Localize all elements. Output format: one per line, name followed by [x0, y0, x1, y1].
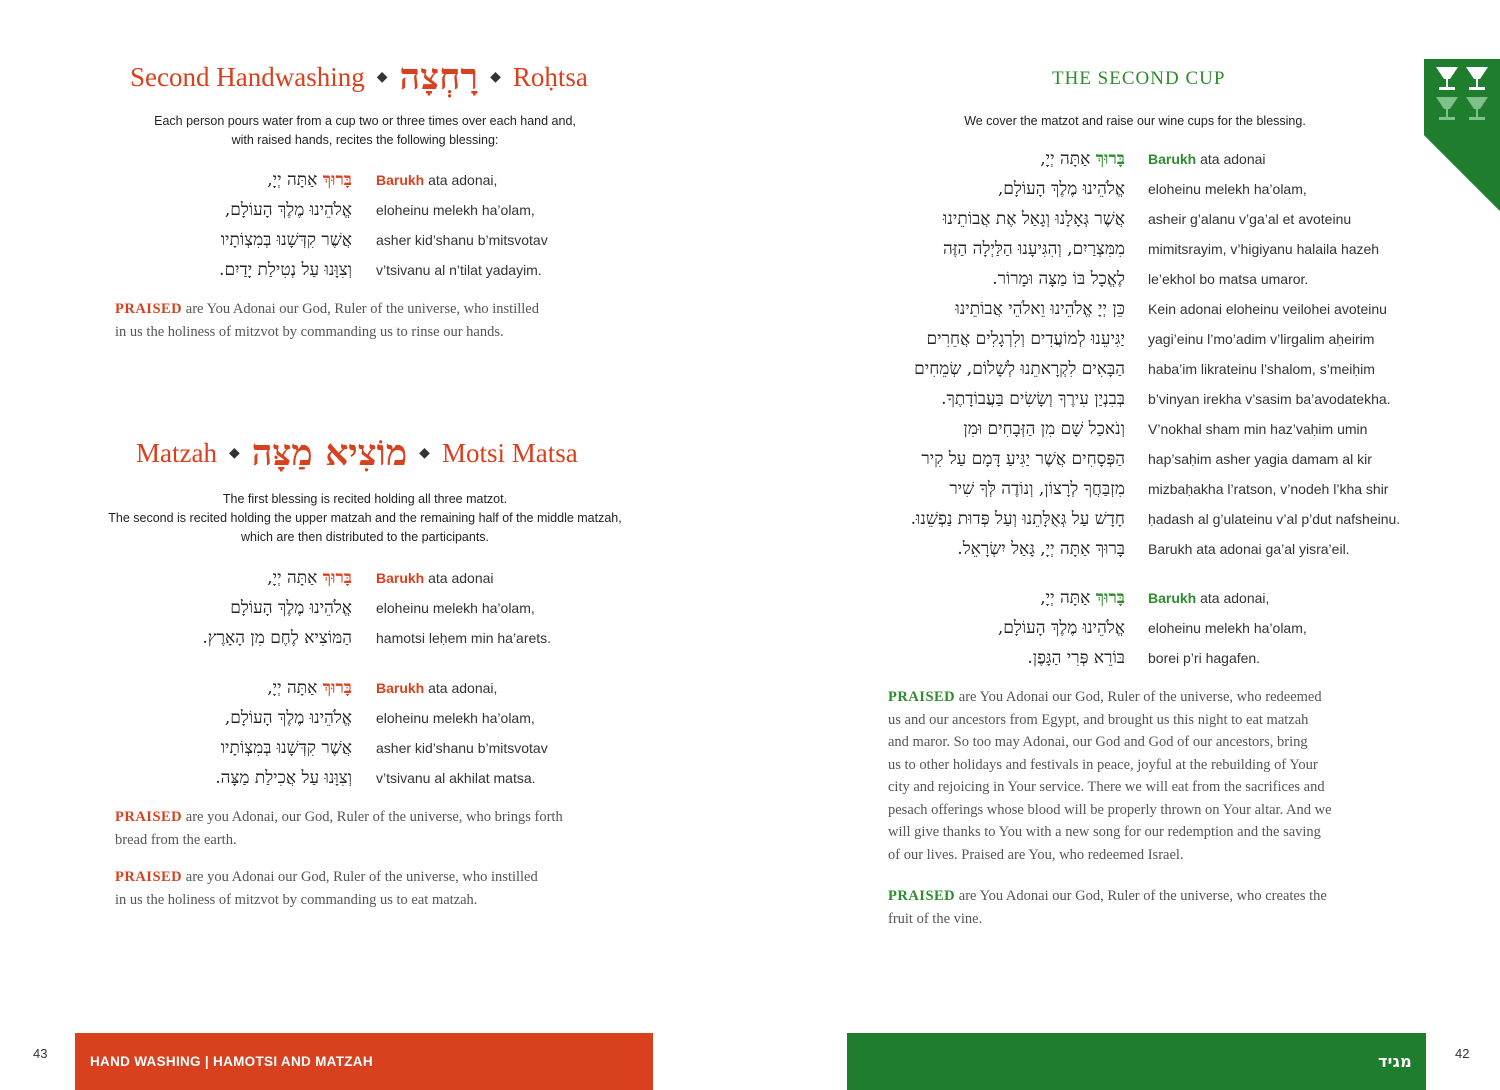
- hebrew-line: הַבָּאִים לִקְרָאתֵנוּ לְשָׁלוֹם, שְׂמֵחִים: [914, 359, 1125, 379]
- praised-text: are You Adonai our God, Ruler of the universe, who redeemed: [955, 689, 1322, 705]
- praised-keyword: PRAISED: [115, 809, 183, 825]
- handwashing-title: [130, 56, 588, 98]
- hebrew-line: [22, 673, 352, 703]
- blessing-line: [750, 474, 1500, 504]
- translit-text: ata adonai: [424, 570, 494, 586]
- hebrew-line: יַגִּיעֵנוּ לְמוֹעֲדִים וְלִרְגָלִים אֲחֵרִים: [926, 329, 1125, 349]
- footer-label: מגיד: [1377, 1052, 1412, 1071]
- instruction-line: Each person pours water from a cup two or three times over each hand and,: [154, 114, 576, 128]
- hebrew-line: אֱלֹהֵינוּ מֶלֶךְ הָעוֹלָם,: [997, 179, 1125, 199]
- translit-keyword: Barukh: [1148, 151, 1197, 167]
- translit-keyword: Barukh: [376, 172, 425, 188]
- blessing-line: [750, 294, 1500, 324]
- translit-line: v’tsivanu al n’tilat yadayim.: [376, 262, 542, 278]
- hebrew-line: אֱלֹהֵינוּ מֶלֶךְ הָעוֹלָם,: [224, 200, 352, 220]
- hebrew-keyword: בָּרוּךְ: [1095, 149, 1125, 169]
- translit-text: ata adonai,: [424, 172, 498, 188]
- translit-line: eloheinu melekh ha’olam,: [376, 202, 535, 218]
- translit-line: hap’saḥim asher yagia damam al kir: [1148, 451, 1372, 467]
- hebrew-line: אֱלֹהֵינוּ מֶלֶךְ הָעוֹלָם,: [997, 618, 1125, 638]
- hebrew-keyword: בָּרוּךְ: [322, 170, 352, 190]
- instruction-line: which are then distributed to the participants.: [240, 530, 490, 544]
- handwashing-title-he: רָחְצָה: [399, 56, 479, 98]
- blessing-line: [0, 225, 750, 255]
- blessing-line: [0, 593, 750, 623]
- hebrew-line: הַמּוֹצִיא לֶחֶם מִן הָאָרֶץ.: [202, 628, 352, 648]
- blessing-line: [750, 414, 1500, 444]
- blessing-line: [750, 264, 1500, 294]
- blessing-line: [0, 673, 750, 703]
- hebrew-line: מִזְבַּחֲךָ לְרָצוֹן, וְנוֹדֶה לְּךָ שִׁיר: [949, 479, 1125, 499]
- hebrew-text: אַתָּה יְיָ,: [1040, 149, 1091, 169]
- praised-text: us to other holidays and festivals in peace, joyful at the rebuilding of Your: [888, 756, 1318, 773]
- translit-line: le’ekhol bo matsa umaror.: [1148, 271, 1309, 287]
- praised-text: us and our ancestors from Egypt, and brought us this night to eat matzah: [888, 711, 1309, 728]
- hebrew-line: כֵּן יְיָ אֱלֹהֵינוּ וֵאלֹהֵי אֲבוֹתֵינוּ: [955, 299, 1125, 319]
- blessing-line: [0, 733, 750, 763]
- blessing-line: [0, 703, 750, 733]
- hebrew-line: לֶאֱכָל בּוֹ מַצָּה וּמָרוֹר.: [992, 269, 1125, 289]
- blessing-line: [750, 234, 1500, 264]
- translit-line: mimitsrayim, v’higiyanu halaila hazeh: [1148, 241, 1380, 257]
- hebrew-line: [795, 583, 1125, 613]
- diamond-icon: ◆: [419, 445, 430, 461]
- blessing-line: [0, 255, 750, 285]
- translit-line: V’nokhal sham min haz’vaḥim umin: [1148, 421, 1368, 437]
- hebrew-line: אֱלֹהֵינוּ מֶלֶךְ הָעוֹלָם,: [224, 708, 352, 728]
- praised-text: in us the holiness of mitzvot by commanding us to rinse our hands.: [115, 323, 504, 340]
- translit-keyword: Barukh: [1148, 590, 1197, 606]
- hebrew-text: אַתָּה יְיָ,: [267, 568, 318, 588]
- wine-praised: [888, 885, 1448, 930]
- matzah-title-he: מוֹצִיא מַצָּה: [251, 432, 408, 474]
- praised-text: city and rejoicing in Your service. There we will eat from the sacrifices and: [888, 779, 1325, 795]
- blessing-line: [750, 144, 1500, 174]
- second-cup-title: THE SECOND CUP: [1052, 68, 1226, 89]
- hamotsi-praised: [115, 806, 655, 851]
- instruction-line: The second is recited holding the upper matzah and the remaining half of the middle matzah,: [108, 511, 622, 525]
- blessing-line: [750, 613, 1500, 643]
- translit-line: [1148, 144, 1266, 174]
- blessing-line: [750, 204, 1500, 234]
- praised-text: are you Adonai our God, Ruler of the universe, who instilled: [182, 869, 538, 885]
- blessing-line: [750, 534, 1500, 564]
- instruction-line: The first blessing is recited holding all three matzot.: [222, 492, 508, 506]
- hebrew-keyword: בָּרוּךְ: [322, 568, 352, 588]
- translit-line: Barukh ata adonai ga’al yisra’eil.: [1148, 541, 1350, 557]
- praised-text: are you Adonai, our God, Ruler of the universe, who brings forth: [182, 809, 563, 825]
- translit-line: eloheinu melekh ha’olam,: [1148, 620, 1307, 636]
- translit-line: Kein adonai eloheinu veilohei avoteinu: [1148, 301, 1387, 317]
- diamond-icon: ◆: [490, 69, 501, 85]
- hebrew-line: אֲשֶׁר גְּאָלָנוּ וְגָאַל אֶת אֲבוֹתֵינוּ: [943, 209, 1125, 229]
- second-cup-instruction: We cover the matzot and raise our wine cups for the blessing.: [964, 114, 1306, 128]
- blessing-line: [750, 354, 1500, 384]
- handwashing-title-translit: Roḥtsa: [512, 61, 588, 92]
- handwashing-title-en: Second Handwashing: [130, 61, 365, 92]
- blessing-line: [750, 444, 1500, 474]
- translit-line: hamotsi leḥem min ha’arets.: [376, 630, 552, 646]
- translit-line: asher kid’shanu b’mitsvotav: [376, 232, 548, 248]
- blessing-line: [0, 195, 750, 225]
- hebrew-line: הַפְּסָחִים אֲשֶׁר יַגִּיעַ דָּמָם עַל קִיר: [921, 449, 1125, 469]
- translit-text: ata adonai: [1196, 151, 1266, 167]
- hebrew-line: חָדָשׁ עַל גְּאֻלָּתֵנוּ וְעַל פְּדוּת נַפְשֵׁנוּ.: [910, 509, 1125, 529]
- translit-line: yagi’einu l’mo’adim v’lirgalim aḥeirim: [1148, 331, 1375, 347]
- blessing-line: [750, 324, 1500, 354]
- hebrew-text: אַתָּה יְיָ,: [267, 170, 318, 190]
- translit-line: [376, 165, 497, 195]
- praised-text: will give thanks to You with a new song for our redemption and the saving: [888, 824, 1321, 840]
- praised-text: in us the holiness of mitzvot by commanding us to eat matzah.: [115, 891, 478, 908]
- translit-line: borei p’ri hagafen.: [1148, 650, 1261, 666]
- blessing-line: [0, 563, 750, 593]
- hebrew-line: בְּבִנְיַן עִירֶךָ וְשָׂשִׂים בַּעֲבוֹדָתֶךָ.: [941, 389, 1125, 409]
- hebrew-keyword: בָּרוּךְ: [1095, 588, 1125, 608]
- matzah-title: [136, 432, 578, 474]
- translit-line: ḥadash al g’ulateinu v’al p’dut nafsheinu.: [1148, 511, 1401, 527]
- praised-text: are You Adonai our God, Ruler of the universe, who creates the: [955, 888, 1327, 904]
- matzah-blessing: [0, 673, 750, 793]
- handwashing-blessing: [0, 165, 750, 285]
- hebrew-line: וְצִוָּנוּ עַל אֲכִילַת מַצָּה.: [215, 768, 352, 788]
- instruction-line: with raised hands, recites the following blessing:: [231, 133, 499, 147]
- hebrew-line: [795, 144, 1125, 174]
- praised-keyword: PRAISED: [888, 689, 956, 705]
- praised-text: and maror. So too may Adonai, our God and God of our ancestors, bring: [888, 734, 1308, 750]
- praised-keyword: PRAISED: [115, 869, 183, 885]
- blessing-line: [750, 504, 1500, 534]
- translit-line: b’vinyan irekha v’sasim ba’avodatekha.: [1148, 391, 1391, 407]
- hebrew-line: וְנֹאכַל שָׁם מִן הַזְּבָחִים וּמִן: [963, 419, 1125, 439]
- translit-line: [376, 673, 497, 703]
- translit-text: ata adonai,: [1196, 590, 1270, 606]
- praised-keyword: PRAISED: [888, 888, 956, 904]
- wine-blessing: [750, 583, 1500, 673]
- redemption-praised: [888, 686, 1448, 866]
- translit-line: eloheinu melekh ha’olam,: [1148, 181, 1307, 197]
- hebrew-text: אַתָּה יְיָ,: [1040, 588, 1091, 608]
- praised-text: of our lives. Praised are You, who redeemed Israel.: [888, 846, 1184, 863]
- translit-line: asheir g’alanu v’ga’al et avoteinu: [1148, 211, 1352, 227]
- section-footer-bar: [847, 1033, 1426, 1090]
- hamotsi-blessing: [0, 563, 750, 653]
- translit-text: ata adonai,: [424, 680, 498, 696]
- blessing-line: [0, 763, 750, 793]
- diamond-icon: ◆: [228, 445, 240, 461]
- hebrew-line: אֲשֶׁר קִדְּשָׁנוּ בְּמִצְוֹתָיו: [220, 738, 352, 758]
- footer-label: HAND WASHING | HAMOTSI AND MATZAH: [90, 1054, 373, 1069]
- hebrew-line: אֲשֶׁר קִדְּשָׁנוּ בְּמִצְוֹתָיו: [220, 230, 352, 250]
- handwashing-instructions: [70, 112, 660, 150]
- translit-line: eloheinu melekh ha’olam,: [376, 710, 535, 726]
- hebrew-keyword: בָּרוּךְ: [322, 678, 352, 698]
- matzah-title-en: Matzah: [136, 437, 217, 468]
- section-footer-bar: [75, 1033, 653, 1090]
- matzah-praised: [115, 866, 655, 911]
- hebrew-line: וְצִוָּנוּ עַל נְטִילַת יָדַיִם.: [219, 260, 352, 280]
- handwashing-praised: [115, 298, 635, 343]
- redemption-blessing: [750, 144, 1500, 564]
- hebrew-line: [22, 165, 352, 195]
- hebrew-line: מִמִּצְרַיִם, וְהִגִּיעָנוּ הַלַּיְלָה הַזֶּה: [942, 239, 1125, 259]
- hebrew-line: בָּרוּךְ אַתָּה יְיָ, גָּאַל יִשְׂרָאֵל.: [957, 539, 1125, 559]
- hebrew-line: [22, 563, 352, 593]
- praised-text: pesach offerings whose blood will be properly thrown on Your altar. And we: [888, 801, 1332, 818]
- blessing-line: [750, 643, 1500, 673]
- blessing-line: [0, 623, 750, 653]
- right-page: [750, 0, 1500, 1090]
- hebrew-text: אַתָּה יְיָ,: [267, 678, 318, 698]
- matzah-title-translit: Motsi Matsa: [441, 437, 578, 468]
- blessing-line: [0, 165, 750, 195]
- translit-keyword: Barukh: [376, 680, 425, 696]
- translit-line: asher kid’shanu b’mitsvotav: [376, 740, 548, 756]
- hebrew-line: בּוֹרֵא פְּרִי הַגָּפֶן.: [1027, 648, 1125, 668]
- translit-line: [376, 563, 494, 593]
- praised-text: are You Adonai our God, Ruler of the universe, who instilled: [182, 301, 539, 317]
- blessing-line: [750, 583, 1500, 613]
- translit-line: v’tsivanu al akhilat matsa.: [376, 770, 536, 786]
- praised-text: bread from the earth.: [115, 831, 237, 848]
- translit-line: eloheinu melekh ha’olam,: [376, 600, 535, 616]
- translit-line: haba’im likrateinu l’shalom, s’meiḥim: [1148, 361, 1375, 377]
- blessing-line: [750, 384, 1500, 414]
- blessing-line: [750, 174, 1500, 204]
- page-number: 42: [1455, 1046, 1470, 1061]
- page-number: 43: [33, 1046, 48, 1061]
- hebrew-line: אֱלֹהֵינוּ מֶלֶךְ הָעוֹלָם: [230, 598, 352, 618]
- diamond-icon: ◆: [376, 69, 388, 85]
- translit-keyword: Barukh: [376, 570, 425, 586]
- matzah-instructions: [60, 490, 670, 547]
- translit-line: mizbaḥakha l’ratson, v’nodeh l’kha shir: [1148, 481, 1389, 497]
- praised-keyword: PRAISED: [115, 301, 183, 317]
- translit-line: [1148, 583, 1269, 613]
- praised-text: fruit of the vine.: [888, 910, 983, 927]
